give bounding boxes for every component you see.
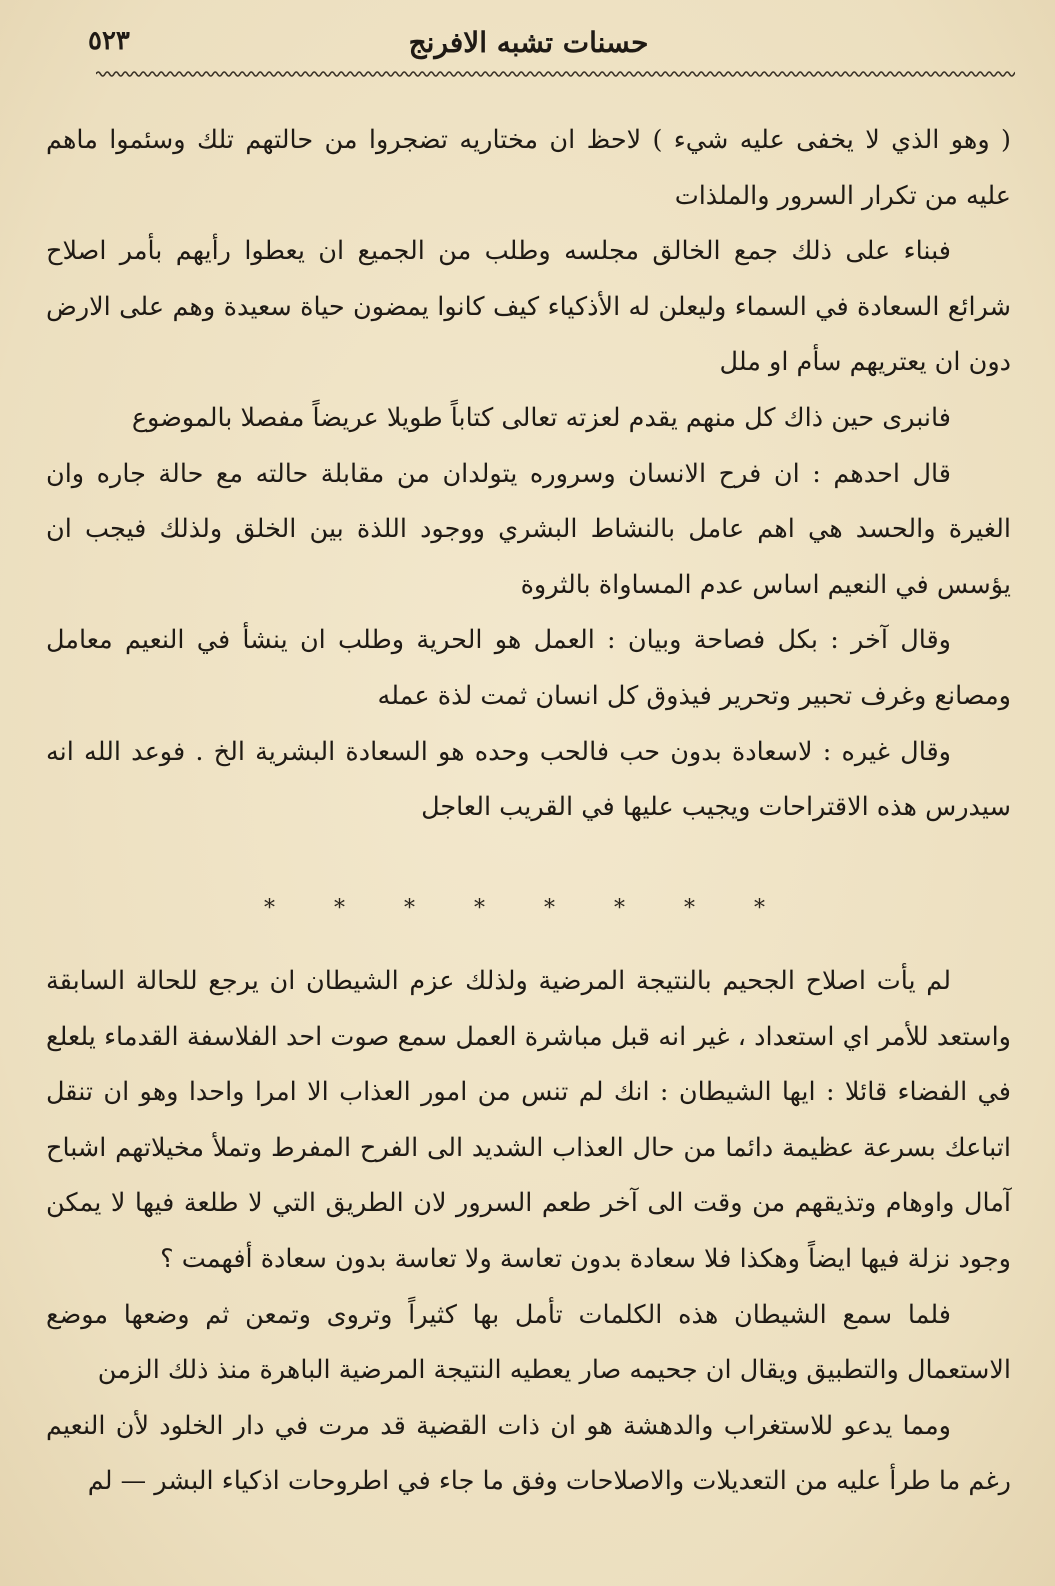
header-wavy-rule [96, 68, 1015, 80]
page-header [46, 22, 1011, 72]
section-divider-asterisks: * * * * * * * * [264, 896, 791, 921]
paragraph: لم يأت اصلاح الجحيم بالنتيجة المرضية ولذلك عزم الشيطان ان يرجع للحالة السابقة واستعد للأمر اي استعداد ، غير انه قبل مباشرة العمل سمع صوت احد الفلاسفة القدماء يلعلع في الفضاء قائلا : ايها الشيطان : انك لم تنس من امور العذاب الا امرا واحدا وهو ان تنقل اتباعك بسرعة عظيمة دائما من حال العذاب الشديد الى الفرح المفرط وتملأ مخيلاتهم اشباح آمال واوهام وتذيقهم من وقت الى آخر طعم السرور لان الطريق التي لا طلعة فيها لا يمكن وجود نزلة فيها ايضاً وهكذا فلا سعادة بدون تعاسة ولا تعاسة بدون سعادة أفهمت ؟ [46, 966, 1011, 1274]
paragraph: وقال غيره : لاسعادة بدون حب فالحب وحده هو السعادة البشرية الخ . فوعد الله انه سيدرس هذه الاقتراحات ويجيب عليها في القريب العاجل [46, 736, 1011, 823]
paragraph: وقال آخر : بكل فصاحة وبيان : العمل هو الحرية وطلب ان ينشأ في النعيم معامل ومصانع وغرف تحبير وتحرير فيذوق كل انسان ثمت لذة عمله [46, 625, 1011, 711]
paragraph: فلما سمع الشيطان هذه الكلمات تأمل بها كثيراً وتروى وتمعن ثم وضعها موضع الاستعمال والتطبيق ويقال ان جحيمه صار يعطيه النتيجة المرضية الباهرة منذ ذلك الزمن [46, 1299, 1011, 1386]
paragraph: فبناء على ذلك جمع الخالق مجلسه وطلب من الجميع ان يعطوا رأيهم بأمر اصلاح شرائع السعادة في السماء وليعلن له الأذكياء كيف كانوا يمضون حياة سعيدة وهم على الارض دون ان يعتريهم سأم او ملل [46, 236, 1011, 378]
paragraph: قال احدهم : ان فرح الانسان وسروره يتولدان من مقابلة حالته مع حالة جاره وان الغيرة والحسد هي اهم عامل بالنشاط البشري ووجود اللذة بين الخلق ولذلك فيجب ان يؤسس في النعيم اساس عدم المساواة بالثروة [46, 458, 1011, 600]
paragraph: ( وهو الذي لا يخفى عليه شيء ) لاحظ ان مختاريه تضجروا من حالتهم تلك وسئموا ماهم عليه من تكرار السرور والملذات [46, 125, 1011, 211]
paragraph: ومما يدعو للاستغراب والدهشة هو ان ذات القضية قد مرت في دار الخلود لأن النعيم رغم ما طرأ عليه من التعديلات والاصلاحات وفق ما جاء في اطروحات اذكياء البشر — لم [46, 1410, 1011, 1497]
section-two [46, 954, 1011, 1510]
section-one [46, 113, 1011, 836]
running-title: حسنات تشبه الافرنج [408, 26, 649, 59]
page-number: ٥٢٣ [88, 26, 130, 56]
paragraph: فانبرى حين ذاك كل منهم يقدم لعزته تعالى كتاباً طويلا عريضاً مفصلا بالموضوع [131, 402, 951, 433]
